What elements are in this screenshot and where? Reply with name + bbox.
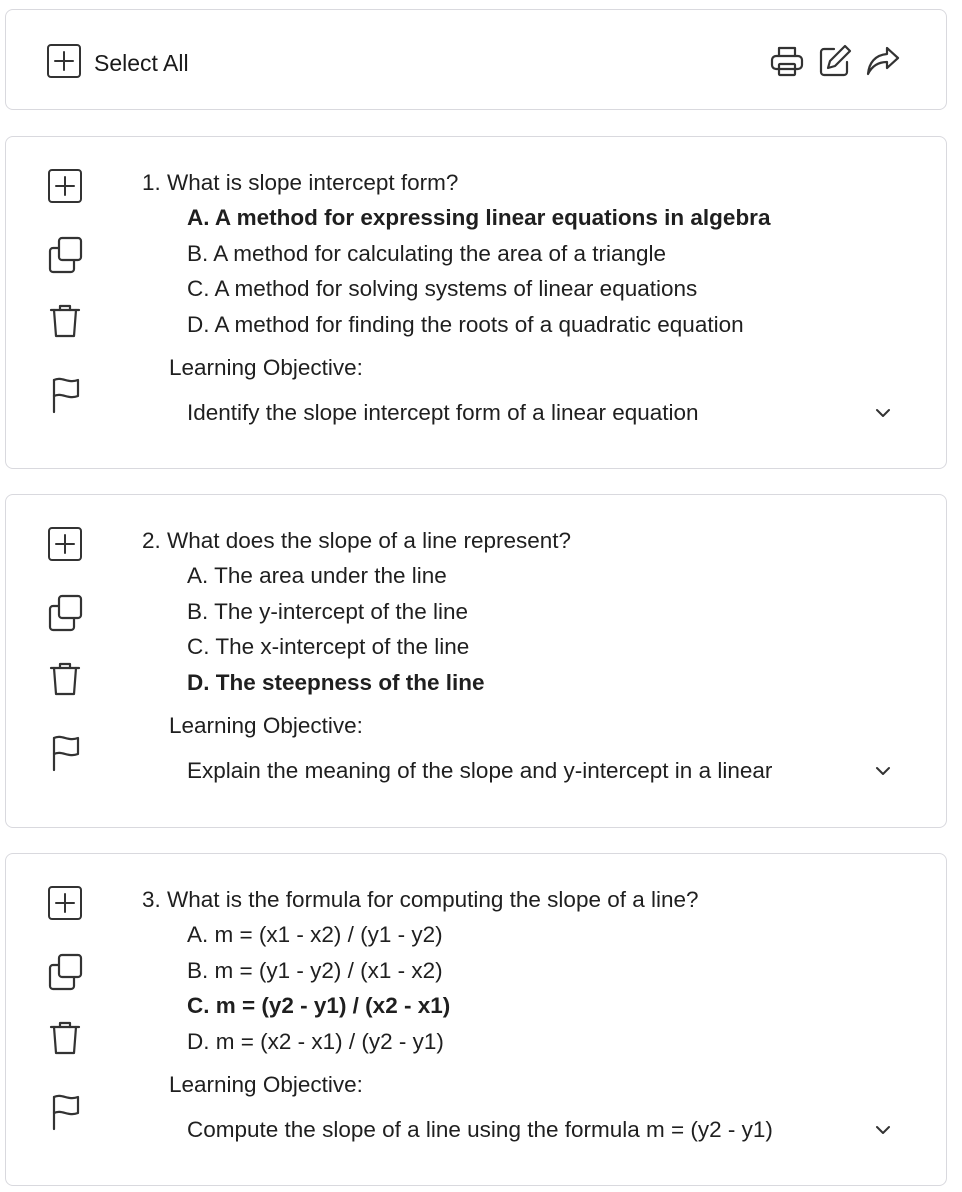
flag-icon[interactable] [46,733,84,771]
answer-options [187,558,485,700]
learning-objective-value: Identify the slope intercept form of a linear equation [187,400,699,425]
printer-icon[interactable] [768,42,806,80]
plus-square-icon [46,43,82,84]
answer-option: C. A method for solving systems of linear equations [187,276,698,301]
chevron-down-icon [863,403,893,423]
answer-option: C. The x-intercept of the line [187,634,470,659]
answer-option: A. The area under the line [187,563,447,588]
plus-square-icon[interactable] [46,884,84,922]
answer-options [187,200,770,342]
learning-objective-label: Learning Objective: [169,355,363,380]
answer-options [187,917,450,1059]
answer-option: A. m = (x1 - x2) / (y1 - y2) [187,922,443,947]
learning-objective-label: Learning Objective: [169,1072,363,1097]
learning-objective-value: Explain the meaning of the slope and y-intercept in a linear [187,758,773,783]
plus-square-icon[interactable] [46,167,84,205]
question-card [5,494,947,828]
flag-icon[interactable] [46,1092,84,1130]
learning-objective-dropdown[interactable] [187,753,893,789]
answer-option: B. A method for calculating the area of a triangle [187,240,667,266]
duplicate-icon[interactable] [46,594,84,632]
toolbar [5,9,947,110]
answer-option-correct: D. The steepness of the line [187,669,485,695]
share-icon[interactable] [864,42,902,80]
answer-option-correct: C. m = (y2 - y1) / (x2 - x1) [187,993,451,1018]
duplicate-icon[interactable] [46,236,84,274]
select-all-button[interactable] [46,43,189,84]
question-text: 2. What does the slope of a line represent? [142,528,572,553]
learning-objective-label: Learning Objective: [169,713,363,738]
learning-objective-dropdown[interactable] [187,395,893,431]
answer-option: D. m = (x2 - x1) / (y2 - y1) [187,1028,444,1054]
trash-icon[interactable] [46,1019,84,1057]
question-text: 1. What is slope intercept form? [142,170,459,195]
edit-icon[interactable] [816,42,854,80]
learning-objective-dropdown[interactable] [187,1112,893,1148]
trash-icon[interactable] [46,660,84,698]
answer-option: D. A method for finding the roots of a quadratic equation [187,311,744,337]
question-text: 3. What is the formula for computing the slope of a line? [142,887,699,912]
answer-option: B. The y-intercept of the line [187,598,468,624]
question-card [5,853,947,1186]
chevron-down-icon [863,1120,893,1140]
question-card [5,136,947,469]
trash-icon[interactable] [46,302,84,340]
answer-option: B. m = (y1 - y2) / (x1 - x2) [187,957,443,983]
learning-objective-value: Compute the slope of a line using the formula m = (y2 - y1) [187,1117,773,1142]
flag-icon[interactable] [46,375,84,413]
plus-square-icon[interactable] [46,525,84,563]
duplicate-icon[interactable] [46,953,84,991]
chevron-down-icon [863,761,893,781]
answer-option-correct: A. A method for expressing linear equations in algebra [187,205,771,230]
select-all-label: Select All [94,50,189,76]
